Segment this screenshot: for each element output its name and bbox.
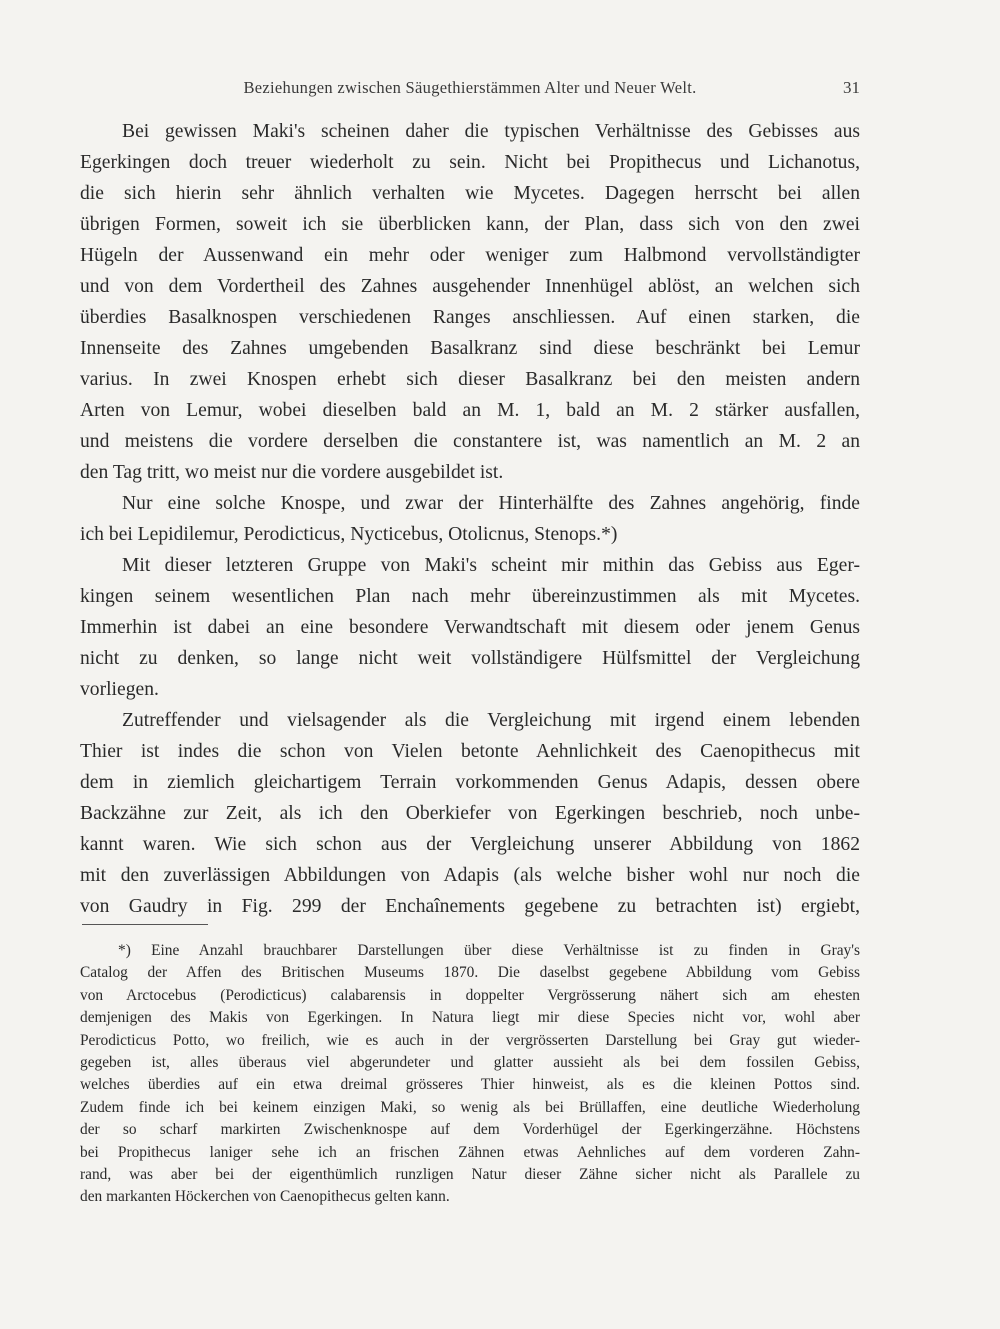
footnote-line: von Arctocebus (Perodicticus) calabarensis in doppelter Vergrösserung nähert sich am ehesten (80, 986, 860, 1004)
footnote-line: den markanten Höckerchen von Caenopithecus gelten kann. (80, 1188, 450, 1206)
footnote-rule (82, 924, 208, 925)
running-title: Beziehungen zwischen Säugethierstämmen Alter und Neuer Welt. (243, 78, 697, 97)
footnote-line: Catalog der Affen des Britischen Museums 1870. Die daselbst gegebene Abbildung vom Gebiss (80, 964, 860, 982)
text-line: dem in ziemlich gleichartigem Terrain vorkommenden Genus Adapis, dessen obere (80, 772, 860, 793)
text-line: übrigen Formen, soweit ich sie überblicken kann, der Plan, dass sich von den zwei (80, 214, 860, 235)
text-line: Hügeln der Aussenwand ein mehr oder weniger zum Halbmond vervollständigter (80, 245, 860, 266)
footnote (80, 940, 860, 1209)
text-line: Nur eine solche Knospe, und zwar der Hinterhälfte des Zahnes angehörig, finde (122, 493, 860, 514)
text-line: Thier ist indes die schon von Vielen betonte Aehnlichkeit des Caenopithecus mit (80, 741, 860, 762)
text-line: Backzähne zur Zeit, als ich den Oberkiefer von Egerkingen beschrieb, noch unbe- (80, 803, 860, 824)
text-line: kingen seinem wesentlichen Plan nach mehr übereinzustimmen als mit Mycetes. (80, 586, 860, 607)
text-line: Innenseite des Zahnes umgebenden Basalkranz sind diese beschränkt bei Lemur (80, 338, 860, 359)
text-line: die sich hierin sehr ähnlich verhalten wie Mycetes. Dagegen herrscht bei allen (80, 183, 860, 204)
text-line: mit den zuverlässigen Abbildungen von Adapis (als welche bisher wohl nur noch die (80, 865, 860, 886)
footnote-line: rand, was aber bei der eigenthümlich runzligen Natur dieser Zähne sicher nicht als Parallele zu (80, 1165, 860, 1183)
text-line: Arten von Lemur, wobei dieselben bald an M. 1, bald an M. 2 stärker ausfallen, (80, 400, 860, 421)
footnote-line: welches überdies auf ein etwa dreimal grösseres Thier hinweist, als es die kleinen Pottos sind. (80, 1076, 860, 1094)
footnote-line: demjenigen des Makis von Egerkingen. In Natura liegt mir diese Species nicht vor, wohl aber (80, 1009, 860, 1027)
page-number: 31 (843, 78, 860, 97)
text-line: Zutreffender und vielsagender als die Vergleichung mit irgend einem lebenden (122, 710, 860, 731)
body-text (80, 116, 860, 922)
footnote-line: gegeben ist, alles überaus viel abgerundeter und glatter aussieht als bei dem fossilen Gebiss, (80, 1053, 860, 1071)
text-line: varius. In zwei Knospen erhebt sich dieser Basalkranz bei den meisten andern (80, 369, 860, 390)
text-line: kannt waren. Wie sich schon aus der Vergleichung unserer Abbildung von 1862 (80, 834, 860, 855)
running-head (80, 78, 860, 102)
text-line: von Gaudry in Fig. 299 der Enchaînements gegebene zu betrachten ist) ergiebt, (80, 896, 860, 917)
text-line: und meistens die vordere derselben die constantere ist, was namentlich an M. 2 an (80, 431, 860, 452)
text-line: Bei gewissen Maki's scheinen daher die typischen Verhältnisse des Gebisses aus (122, 121, 860, 142)
text-line: ich bei Lepidilemur, Perodicticus, Nycticebus, Otolicnus, Stenops.*) (80, 524, 618, 545)
text-line: Egerkingen doch treuer wiederholt zu sein. Nicht bei Propithecus und Lichanotus, (80, 152, 860, 173)
footnote-line: bei Propithecus laniger sehe ich an frischen Zähnen etwas Aehnliches auf dem vorderen Zahn- (80, 1143, 860, 1161)
text-line: und von dem Vordertheil des Zahnes ausgehender Innenhügel ablöst, an welchen sich (80, 276, 860, 297)
text-line: vorliegen. (80, 679, 159, 700)
footnote-line: Perodicticus Potto, wo freilich, wie es auch in der vergrösserten Darstellung bei Gray gut wieder- (80, 1031, 860, 1049)
footnote-line: *) Eine Anzahl brauchbarer Darstellungen über diese Verhältnisse ist zu finden in Gray's (118, 942, 860, 959)
text-line: den Tag tritt, wo meist nur die vordere ausgebildet ist. (80, 462, 504, 483)
footnote-line: der so scharf markirten Zwischenknospe auf dem Vorderhügel der Egerkingerzähne. Höchstens (80, 1121, 860, 1139)
text-line: Immerhin ist dabei an eine besondere Verwandtschaft mit diesem oder jenem Genus (80, 617, 860, 638)
text-line: Mit dieser letzteren Gruppe von Maki's scheint mir mithin das Gebiss aus Eger- (122, 555, 860, 576)
text-line: überdies Basalknospen verschiedenen Ranges anschliessen. Auf einen starken, die (80, 307, 860, 328)
text-line: nicht zu denken, so lange nicht weit vollständigere Hülfsmittel der Vergleichung (80, 648, 860, 669)
footnote-line: Zudem finde ich bei keinem einzigen Maki, so wenig als bei Brüllaffen, eine deutliche Wiederholung (80, 1098, 860, 1116)
